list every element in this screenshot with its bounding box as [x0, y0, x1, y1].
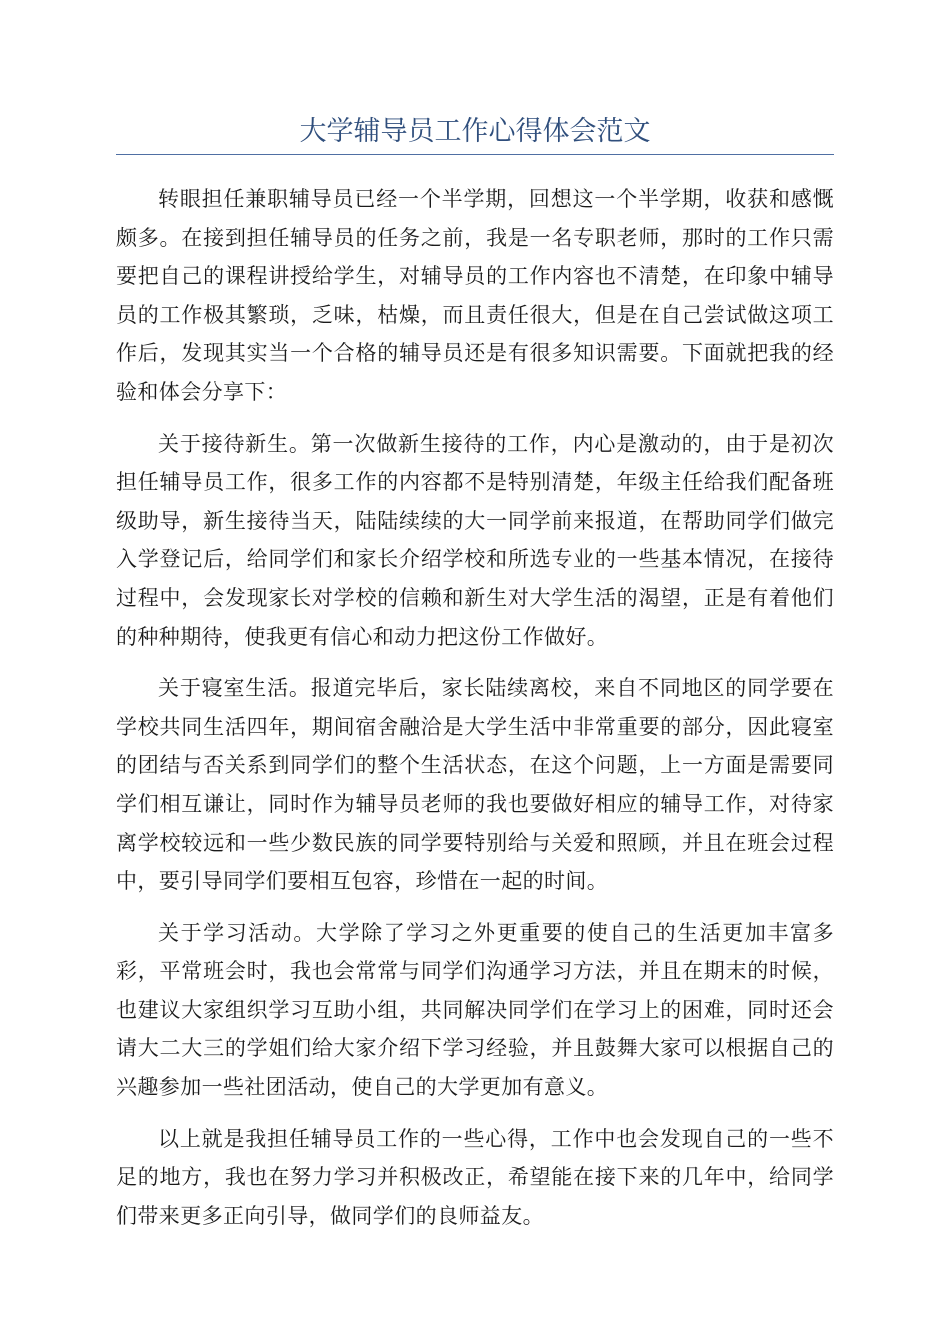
- paragraph-new-students: 关于接待新生。第一次做新生接待的工作，内心是激动的，由于是初次担任辅导员工作，很多工作的内容都不是特别清楚，年级主任给我们配备班级助导，新生接待当天，陆陆续续的大一同学前来报道，在帮助同学们做完入学登记后，给同学们和家长介绍学校和所选专业的一些基本情况，在接待过程中，会发现家长对学校的信赖和新生对大学生活的渴望，正是有着他们的种种期待，使我更有信心和动力把这份工作做好。: [116, 431, 834, 649]
- paragraph-study-activities: 关于学习活动。大学除了学习之外更重要的使自己的生活更加丰富多彩，平常班会时，我也会常常与同学们沟通学习方法，并且在期末的时候，也建议大家组织学习互助小组，共同解决同学们在学习上的困难，同时还会请大二大三的学姐们给大家介绍下学习经验，并且鼓舞大家可以根据自己的兴趣参加一些社团活动，使自己的大学更加有意义。: [116, 920, 834, 1100]
- paragraph-conclusion: 以上就是我担任辅导员工作的一些心得，工作中也会发现自己的一些不足的地方，我也在努力学习并积极改正，希望能在接下来的几年中，给同学们带来更多正向引导，做同学们的良师益友。: [116, 1126, 834, 1228]
- title-underline: [116, 154, 834, 155]
- paragraph-intro: 转眼担任兼职辅导员已经一个半学期，回想这一个半学期，收获和感慨颇多。在接到担任辅导员的任务之前，我是一名专职老师，那时的工作只需要把自己的课程讲授给学生，对辅导员的工作内容也不清楚，在印象中辅导员的工作极其繁琐，乏味，枯燥，而且责任很大，但是在自己尝试做这项工作后，发现其实当一个合格的辅导员还是有很多知识需要。下面就把我的经验和体会分享下：: [116, 187, 834, 404]
- document-body: [116, 180, 834, 1248]
- paragraph-dormitory-life: 关于寝室生活。报道完毕后，家长陆续离校，来自不同地区的同学要在学校共同生活四年，期间宿舍融洽是大学生活中非常重要的部分，因此寝室的团结与否关系到同学们的整个生活状态，在这个问题，上一方面是需要同学们相互谦让，同时作为辅导员老师的我也要做好相应的辅导工作，对待家离学校较远和一些少数民族的同学要特别给与关爱和照顾，并且在班会过程中，要引导同学们要相互包容，珍惜在一起的时间。: [116, 676, 834, 894]
- document-title: 大学辅导员工作心得体会范文: [299, 116, 651, 147]
